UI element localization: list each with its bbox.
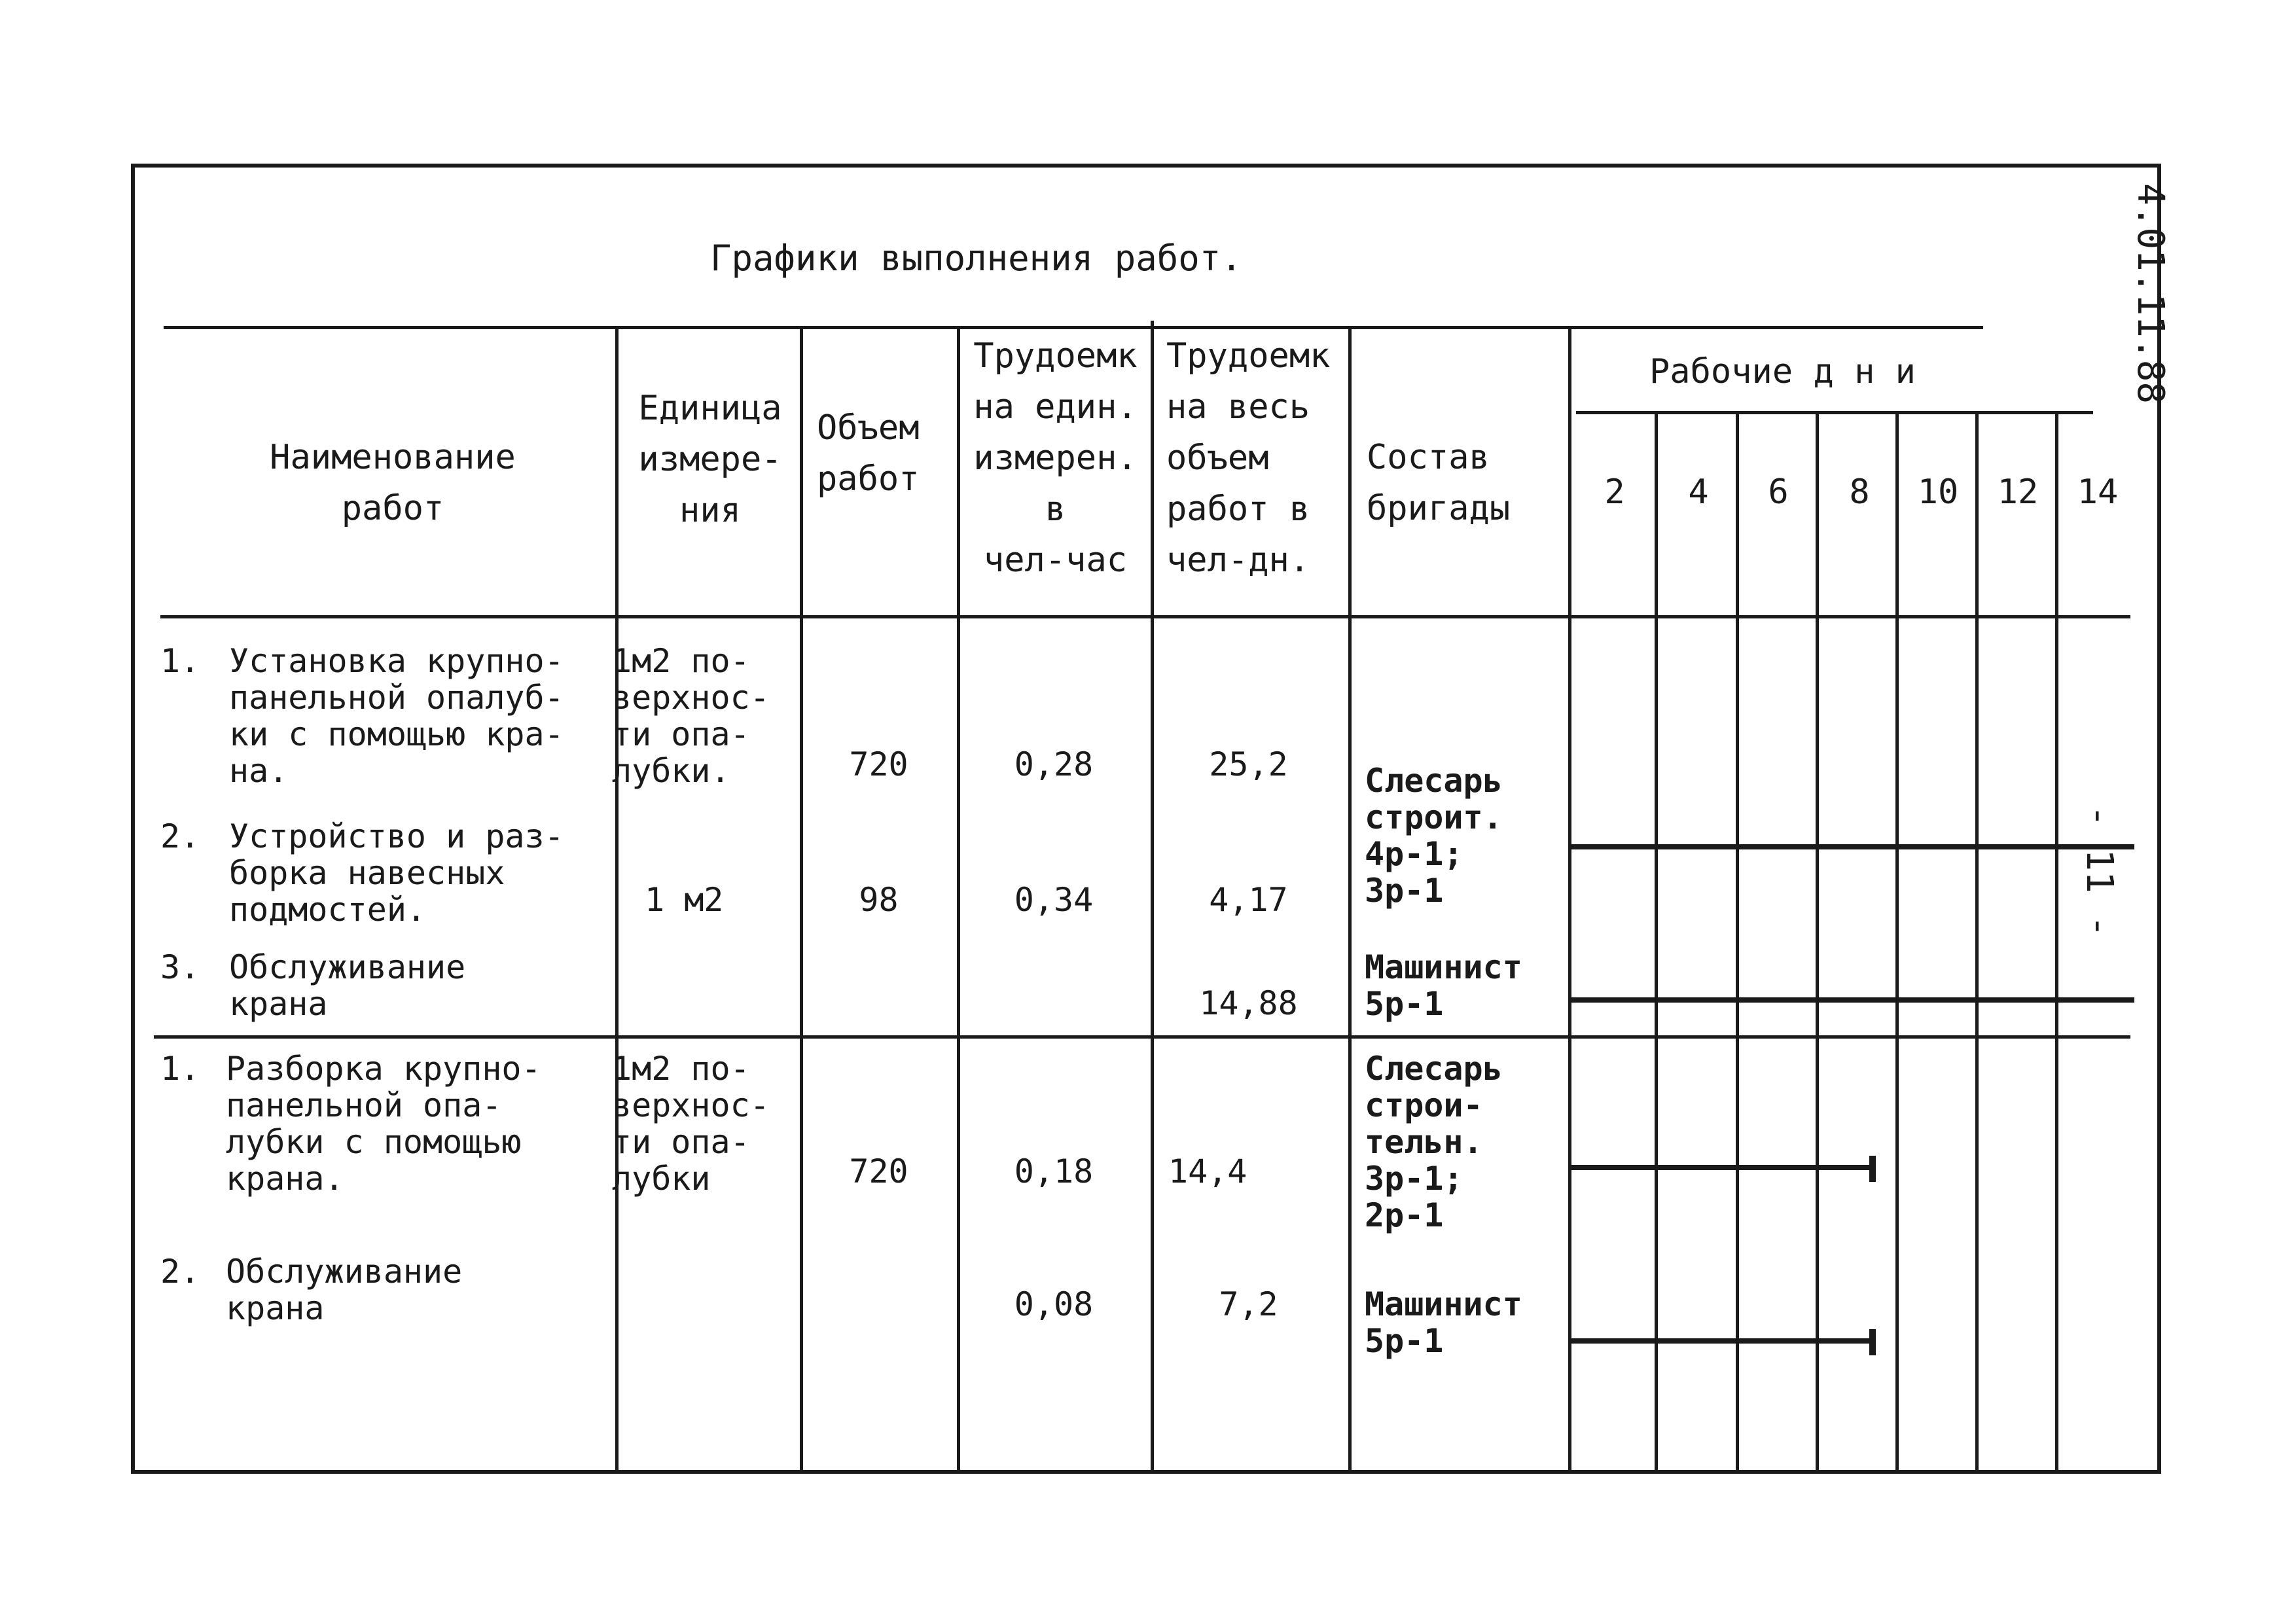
g2-crew-fitters: Слесарь строи- тельн. 3р-1; 2р-1: [1365, 1050, 1503, 1234]
g1-row3-name: Обслуживание крана: [229, 948, 466, 1023]
g1-row1-num: 1.: [160, 642, 200, 680]
g2-row1-name: Разборка крупно- панельной опа- лубки с помощью крана.: [226, 1050, 541, 1198]
header-labor-total: Трудоемк на весь объем работ в чел-дн.: [1166, 336, 1331, 580]
day-header-6: 6: [1768, 473, 1789, 512]
g2-row2-labor-total: 7,2: [1219, 1285, 1278, 1323]
schedule-bar-g1-operator: [1571, 997, 2134, 1003]
g2-crew-operator: Машинист 5р-1: [1365, 1285, 1522, 1360]
day-header-14: 14: [2077, 473, 2119, 512]
g1-row3-num: 3.: [160, 948, 200, 986]
day-line-5: [1975, 411, 1979, 1474]
col-line-6: [1568, 326, 1571, 1474]
day-header-8: 8: [1849, 473, 1870, 512]
header-unit: Единица измере- ния: [638, 389, 782, 530]
day-line-4: [1895, 411, 1899, 1474]
g1-row3-labor-total: 14,88: [1199, 984, 1298, 1022]
g2-row2-num: 2.: [160, 1253, 200, 1291]
schedule-bar-end-tick-1: [1869, 1156, 1876, 1182]
schedule-bar-g2-operator: [1571, 1338, 1873, 1344]
header-volume: Объем работ: [817, 408, 920, 499]
day-line-1: [1655, 411, 1658, 1474]
page-number: - 11 -: [2078, 805, 2121, 938]
day-line-2: [1736, 411, 1739, 1474]
g1-crew-fitters: Слесарь строит. 4р-1; 3р-1: [1365, 762, 1503, 910]
g1-row2-volume: 98: [859, 881, 899, 919]
g1-row1-volume: 720: [849, 745, 908, 783]
header-labor-unit: Трудоемк на един. измерен. в чел-час: [973, 336, 1138, 580]
g1-row1-name: Установка крупно- панельной опалуб- ки с помощью кра- на.: [229, 642, 564, 790]
page-title: Графики выполнения работ.: [710, 238, 1242, 279]
day-header-4: 4: [1688, 473, 1709, 512]
g1-row1-labor-unit: 0,28: [1014, 745, 1094, 783]
g1-row2-num: 2.: [160, 817, 200, 855]
day-line-3: [1816, 411, 1819, 1474]
group-separator-line: [154, 1035, 2130, 1039]
header-days-title: Рабочие д н и: [1649, 352, 1916, 391]
g2-row2-labor-unit: 0,08: [1014, 1285, 1094, 1323]
document-code: 4.01.11.88: [2129, 183, 2172, 404]
schedule-bar-g2-fitters: [1571, 1165, 1873, 1170]
day-header-12: 12: [1997, 473, 2039, 512]
g1-row2-name: Устройство и раз- борка навесных подмостей.: [229, 817, 564, 929]
g2-row1-num: 1.: [160, 1050, 200, 1088]
days-subheader-line: [1576, 411, 2093, 414]
g1-row1-unit: 1м2 по- верхнос- ти опа- лубки.: [612, 642, 770, 790]
g1-row2-labor-total: 4,17: [1209, 881, 1288, 919]
header-top-line: [164, 326, 1983, 329]
g2-row2-name: Обслуживание крана: [226, 1253, 463, 1327]
schedule-bar-end-tick-2: [1869, 1329, 1876, 1355]
g2-row1-labor-unit: 0,18: [1014, 1152, 1094, 1190]
header-bottom-line: [160, 615, 2130, 618]
g1-row2-labor-unit: 0,34: [1014, 881, 1094, 919]
g1-row2-unit: 1 м2: [645, 881, 724, 919]
schedule-bar-g1-fitters: [1571, 844, 2134, 849]
g1-row1-labor-total: 25,2: [1209, 745, 1288, 783]
header-name: Наименование работ: [270, 438, 516, 528]
g1-crew-operator: Машинист 5р-1: [1365, 948, 1522, 1023]
col-line-1: [615, 326, 619, 1474]
day-header-10: 10: [1917, 473, 1959, 512]
col-line-5: [1348, 326, 1352, 1474]
g2-row1-unit: 1м2 по- верхнос- ти опа- лубки: [612, 1050, 770, 1198]
g2-row1-volume: 720: [849, 1152, 908, 1190]
g2-row1-labor-total: 14,4: [1168, 1152, 1247, 1190]
header-crew: Состав бригады: [1367, 438, 1511, 528]
day-line-6: [2055, 411, 2058, 1474]
day-header-2: 2: [1604, 473, 1625, 512]
